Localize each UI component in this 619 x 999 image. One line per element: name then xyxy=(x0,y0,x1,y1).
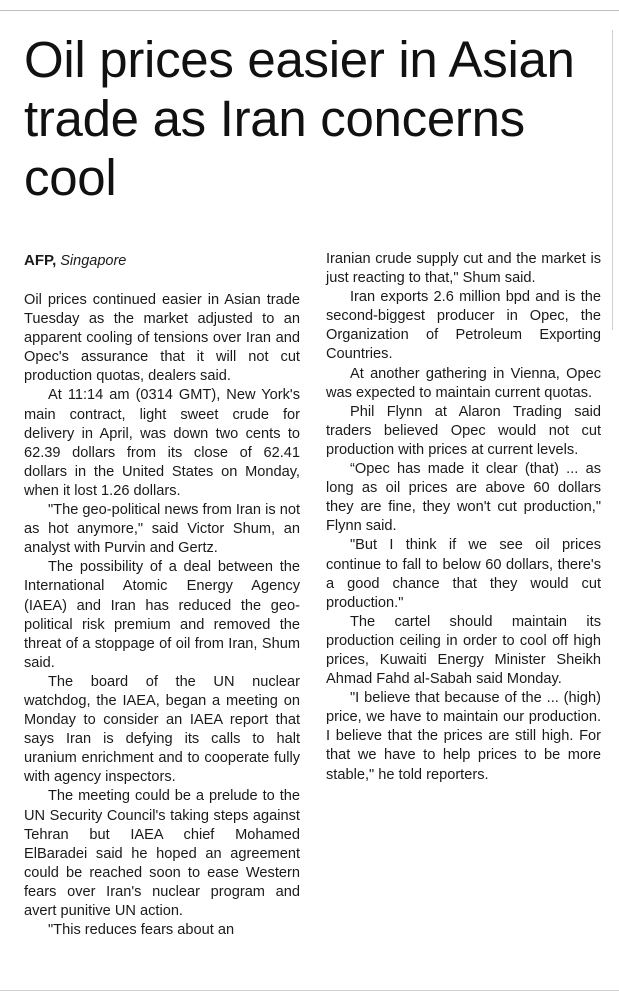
paragraph: At another gathering in Vienna, Opec was expected to maintain current quotas. xyxy=(326,365,601,401)
paragraph: "The geo-political news from Iran is not as hot anymore," said Victor Shum, an analyst with Purvin and Gertz. xyxy=(24,502,300,557)
paragraph-continuation: Iranian crude supply cut and the market is just reacting to that," Shum said. xyxy=(326,251,601,287)
article-column-left xyxy=(24,291,300,940)
paragraph: The meeting could be a prelude to the UN Security Council's taking steps against Tehran but IAEA chief Mohamed ElBaradei said he hoped an agreement could be reached soon to ease Western fears over Iran's nuclear program and avert punitive UN action. xyxy=(24,788,300,919)
paragraph: At 11:14 am (0314 GMT), New York's main contract, light sweet crude for delivery in April, was down two cents to 62.39 dollars from its close of 62.41 dollars in the United States on Monday, when it lost 1.26 dollars. xyxy=(24,387,300,499)
headline: Oil prices easier in Asian trade as Iran concerns cool xyxy=(24,31,575,206)
paragraph: Phil Flynn at Alaron Trading said traders believed Opec would not cut production with prices at current levels. xyxy=(326,403,601,458)
paragraph: “Opec has made it clear (that) ... as long as oil prices are above 60 dollars they are fine, they won't cut production," Flynn said. xyxy=(326,461,601,535)
bottom-rule xyxy=(0,990,619,991)
paragraph: The possibility of a deal between the International Atomic Energy Agency (IAEA) and Iran has reduced the geo-political risk premium and removed the threat of a stoppage of oil from Iran, Shum said. xyxy=(24,559,300,671)
dateline xyxy=(24,252,126,269)
dateline-place: Singapore xyxy=(60,253,127,269)
article-column-right xyxy=(326,250,601,785)
paragraph: The cartel should maintain its production ceiling in order to cool off high prices, Kuwaiti Energy Minister Sheikh Ahmad Fahd al-Sabah said Monday. xyxy=(326,613,601,688)
paragraph: "This reduces fears about an xyxy=(48,922,235,939)
dateline-agency: AFP, xyxy=(24,252,57,269)
paragraph: "I believe that because of the ... (high) price, we have to maintain our production. I believe that the prices are still high. For that we have to help prices to be more stable," he told reporters. xyxy=(326,690,601,783)
paragraph: "But I think if we see oil prices continue to fall to below 60 dollars, there's a good chance that they would cut production." xyxy=(326,537,601,611)
paragraph: The board of the UN nuclear watchdog, the IAEA, began a meeting on Monday to consider an IAEA report that says Iran is defying its calls to halt uranium enrichment and to cooperate fully with agency inspectors. xyxy=(24,673,300,786)
top-rule xyxy=(0,10,619,11)
paragraph-lead: Oil prices continued easier in Asian trade Tuesday as the market adjusted to an apparent cooling of tensions over Iran and Opec's assurance that it will not cut production quotas, dealers said. xyxy=(24,292,300,385)
paragraph: Iran exports 2.6 million bpd and is the second-biggest producer in Opec, the Organization of Petroleum Exporting Countries. xyxy=(326,289,601,363)
